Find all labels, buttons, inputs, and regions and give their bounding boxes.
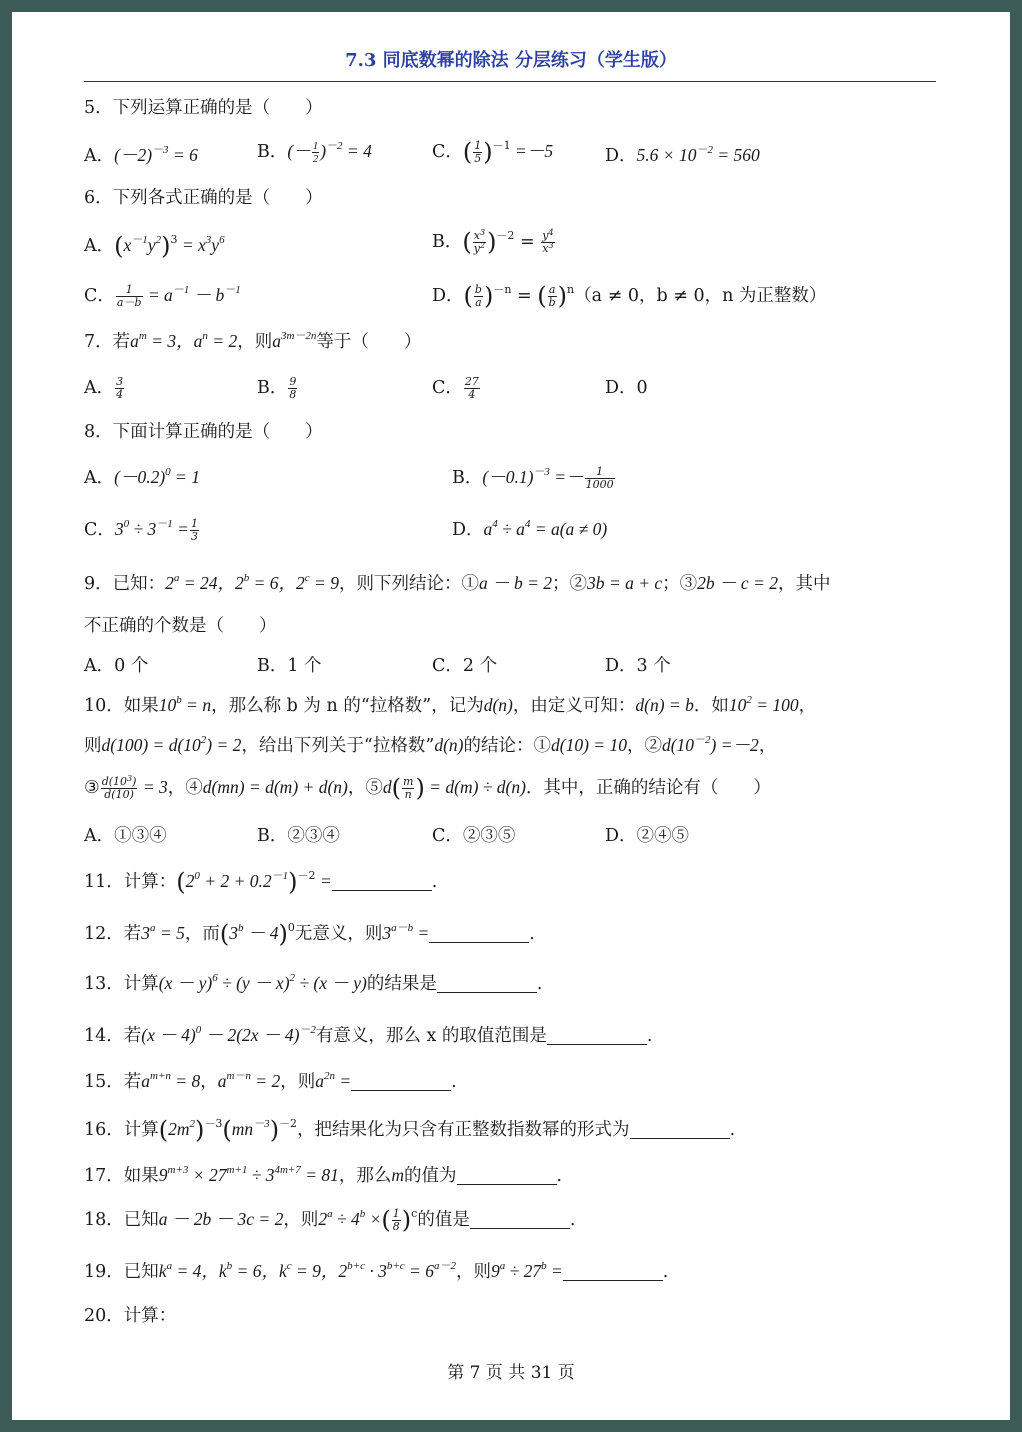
question-6-stem: 6．下列各式正确的是（ ） [84,188,323,208]
question-10-option-b: B．②③④ [257,826,340,846]
question-11: 11．计算：$(2^0 + 2 + 0.2^{-1})^{-2}$ = . [84,868,438,896]
question-5-option-b: B．(－ $\frac{1}{2}$ )$^{-2}$ = 4 [257,140,372,166]
question-6-option-b: B．( $\frac{x^3}{y^2}$ )$^{-2}$ = $\frac{y^4}{x^3}$ [432,228,554,256]
question-9-option-a: A．0 个 [84,656,149,676]
question-18: 18．已知a － 2b － 3c = 2，则$2^a \div 4^b$ ×( $\frac{1}{8}$ )$^c$的值是 . [84,1206,576,1234]
question-16: 16．计算$(2m^2)^{-3}(mn^{-3})^{-2}$，把结果化为只含有正整数指数幂的形式为 . [84,1116,736,1144]
question-8-option-a: A．$(-0.2)^0 = 1$ [84,466,200,488]
page-number: 第 7 页 共 31 页 [447,1363,575,1383]
question-10-option-c: C．②③⑤ [432,826,516,846]
question-15: 15．若$a^{m+n} = 8$，$a^{m-n} = 2$，则$a^{2n}$ = . [84,1070,457,1092]
document-page [12,12,1010,1420]
question-8-option-b: B．$(-0.1)^{-3}$ =－ $\frac{1}{1000}$ [452,465,614,491]
question-7-stem: 7．若$a^m = 3$，$a^n = 2$，则$a^{3m-2n}$等于（ ） [84,330,422,352]
question-12: 12．若$3^a = 5$，而$(3^b - 4)^0$无意义，则$3^{a-b}$ = . [84,920,535,948]
question-10-line-2: 则$d(100) = d(10^2) = 2$，给出下列关于“拉格数”d(n)的结论：①d(10) = 10，$②d(10^{-2}) =-2$， [84,734,777,756]
question-5-option-c: C．( $\frac{1}{5}$ )$^{-1}$ =－5 [432,138,554,166]
question-5-option-d: D．$5.6 \times 10^{-2} = 560$ [605,144,760,166]
question-7-option-a: A． $\frac{3}{4}$ [84,375,124,401]
answer-blank [547,1028,647,1045]
answer-blank [332,874,432,891]
question-5-stem: 5．下列运算正确的是（ ） [84,98,323,118]
question-17: 17．如果$9^{m+3} \times 27^{m+1} \div 3^{4m+7} = 81$，那么m的值为 . [84,1164,563,1186]
question-10-option-a: A．①③④ [84,826,167,846]
question-13: 13．计算$(x - y)^6 \div (y - x)^2 \div (x - y)$的结果是 . [84,972,543,994]
answer-blank [351,1074,451,1091]
question-20-stem: 20．计算： [84,1306,177,1326]
question-9-line-1: 9．已知：$2^a = 24$，$2^b = 6$，$2^c = 9$，则下列结论：①a － b = 2；②3b = a + c；③2b － c = 2，其中 [84,572,831,594]
question-10-option-d: D．②④⑤ [605,826,690,846]
question-6-option-d: D．( $\frac{b}{a}$ )$^{-n}$ = ( $\frac{a}{b}$ )$^n$（a ≠ 0，b ≠ 0，n 为正整数） [432,282,827,310]
question-7-option-b: B． $\frac{9}{8}$ [257,375,297,401]
question-14: 14．若$(x - 4)^0 - 2(2x - 4)^{-2}$有意义，那么 x 的取值范围是 . [84,1024,653,1046]
document-title: 7.3 同底数幂的除法 分层练习（学生版） [345,50,677,71]
answer-blank [429,926,529,943]
title-rule [84,81,936,82]
question-10-line-1: 10．如果$10^b = n$，那么称 b 为 n 的“拉格数”，记为d(n)，由定义可知：d(n) = b．如$10^2 = 100$， [84,694,817,716]
question-10-line-3: ③ $\frac{d(10^3)}{d(10)}$ = 3，④d(mn) = d(m) + d(n)，⑤d( $\frac{m}{n}$ ) = d(m) ÷ d(n)．其中，正确的结论有（ ） [84,774,771,802]
answer-blank [470,1212,570,1229]
question-9-option-b: B．1 个 [257,656,322,676]
answer-blank [437,976,537,993]
question-7-option-d: D．0 [605,378,648,398]
question-8-option-c: C．$3^0 \div 3^{-1}$ = $\frac{1}{3}$ [84,517,198,543]
question-9-line-2: 不正确的个数是（ ） [84,616,277,636]
question-8-option-d: D．$a^4 \div a^4 = a(a \ne 0)$ [452,518,608,540]
question-7-option-c: C． $\frac{27}{4}$ [432,375,479,401]
question-5-option-a: A．$(-2)^{-3} = 6$ [84,144,198,166]
question-8-stem: 8．下面计算正确的是（ ） [84,422,323,442]
question-19: 19．已知$k^a = 4$，$k^b = 6$，$k^c = 9$，$2^{b+c} \cdot 3^{b+c} = 6^{a-2}$，则$9^a \div 27^b$ = . [84,1260,669,1282]
question-9-option-c: C．2 个 [432,656,498,676]
answer-blank [630,1122,730,1139]
answer-blank [563,1264,663,1281]
question-6-option-a: A．$(x^{-1}y^2)^3 = x^3y^6$ [84,232,225,260]
answer-blank [457,1168,557,1185]
question-6-option-c: C． $\frac{1}{a-b}$ = $a^{-1} - b^{-1}$ [84,283,241,309]
question-9-option-d: D．3 个 [605,656,671,676]
